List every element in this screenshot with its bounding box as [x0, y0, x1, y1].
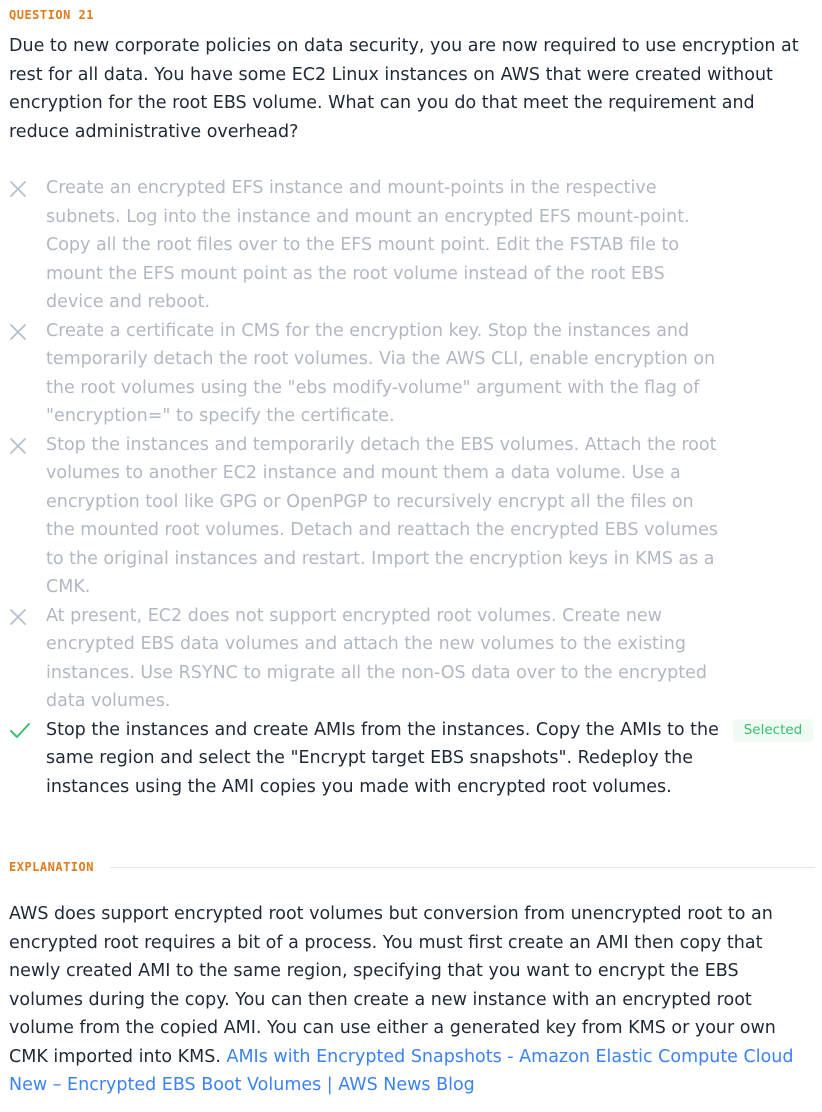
explanation-body — [9, 900, 815, 1100]
link-amis-encrypted-snapshots[interactable]: AMIs with Encrypted Snapshots - Amazon Elastic Compute Cloud — [226, 1046, 794, 1067]
x-icon — [0, 602, 46, 631]
answer-text: Create an encrypted EFS instance and mount-points in the respective subnets. Log into the instance and mount an encrypted EFS mount-point. Copy all the root files over to the EFS mount point. Edit the FSTAB file to mount the EFS mount point as the root volume instead of the root EBS device and reboot. — [46, 178, 690, 312]
explanation-header — [9, 860, 815, 874]
x-icon — [0, 174, 46, 203]
answer-text: At present, EC2 does not support encrypted root volumes. Create new encrypted EBS data volumes and attach the new volumes to the existing instances. Use RSYNC to migrate all the non-OS data over to the encrypted data volumes. — [46, 605, 708, 711]
question-label: QUESTION 21 — [9, 8, 94, 22]
check-icon — [0, 716, 46, 745]
answer-option-2[interactable] — [0, 317, 822, 431]
link-encrypted-ebs-boot-volumes[interactable]: New – Encrypted EBS Boot Volumes | AWS News Blog — [9, 1075, 475, 1095]
answer-option-1[interactable] — [0, 174, 822, 317]
answer-text: Stop the instances and create AMIs from the instances. Copy the AMIs to the same region and select the "Encrypt target EBS snapshots". Redeploy the instances using the AMI copies you made with encrypted root volumes. — [46, 719, 719, 797]
explanation-divider — [110, 867, 815, 868]
explanation-label: EXPLANATION — [9, 860, 94, 874]
answer-option-5[interactable] — [0, 716, 822, 802]
answer-text: Stop the instances and temporarily detach the EBS volumes. Attach the root volumes to another EC2 instance and mount them a data volume. Use a encryption tool like GPG or OpenPGP to recursively encrypt all the files on the mounted root volumes. Detach and reattach the encrypted EBS volumes to the original instances and restart. Import the encryption keys in KMS as a CMK. — [46, 434, 718, 597]
selected-badge: Selected — [733, 719, 813, 742]
explanation-text: AWS does support encrypted root volumes but conversion from unencrypted root to an encrypted root requires a bit of a process. You must first create an AMI then copy that newly created AMI to the same region, specifying that you want to encrypt the EBS volumes during the copy. You can then create a new instance with an encrypted root volume from the copied AMI. You can use either a generated key from KMS or your own CMK imported into KMS. — [9, 904, 776, 1067]
answer-list — [0, 174, 822, 801]
x-icon — [0, 317, 46, 346]
answer-option-4[interactable] — [0, 602, 822, 716]
question-text: Due to new corporate policies on data security, you are now required to use encryption at rest for all data. You have some EC2 Linux instances on AWS that were created without encryption for the root EBS volume. What can you do that meet the requirement and reduce administrative overhead? — [9, 36, 799, 142]
answer-text: Create a certificate in CMS for the encryption key. Stop the instances and temporarily detach the root volumes. Via the AWS CLI, enable encryption on the root volumes using the "ebs modify-volume" argument with the flag of "encryption=" to specify the certificate. — [46, 320, 716, 426]
x-icon — [0, 431, 46, 460]
answer-option-3[interactable] — [0, 431, 822, 602]
